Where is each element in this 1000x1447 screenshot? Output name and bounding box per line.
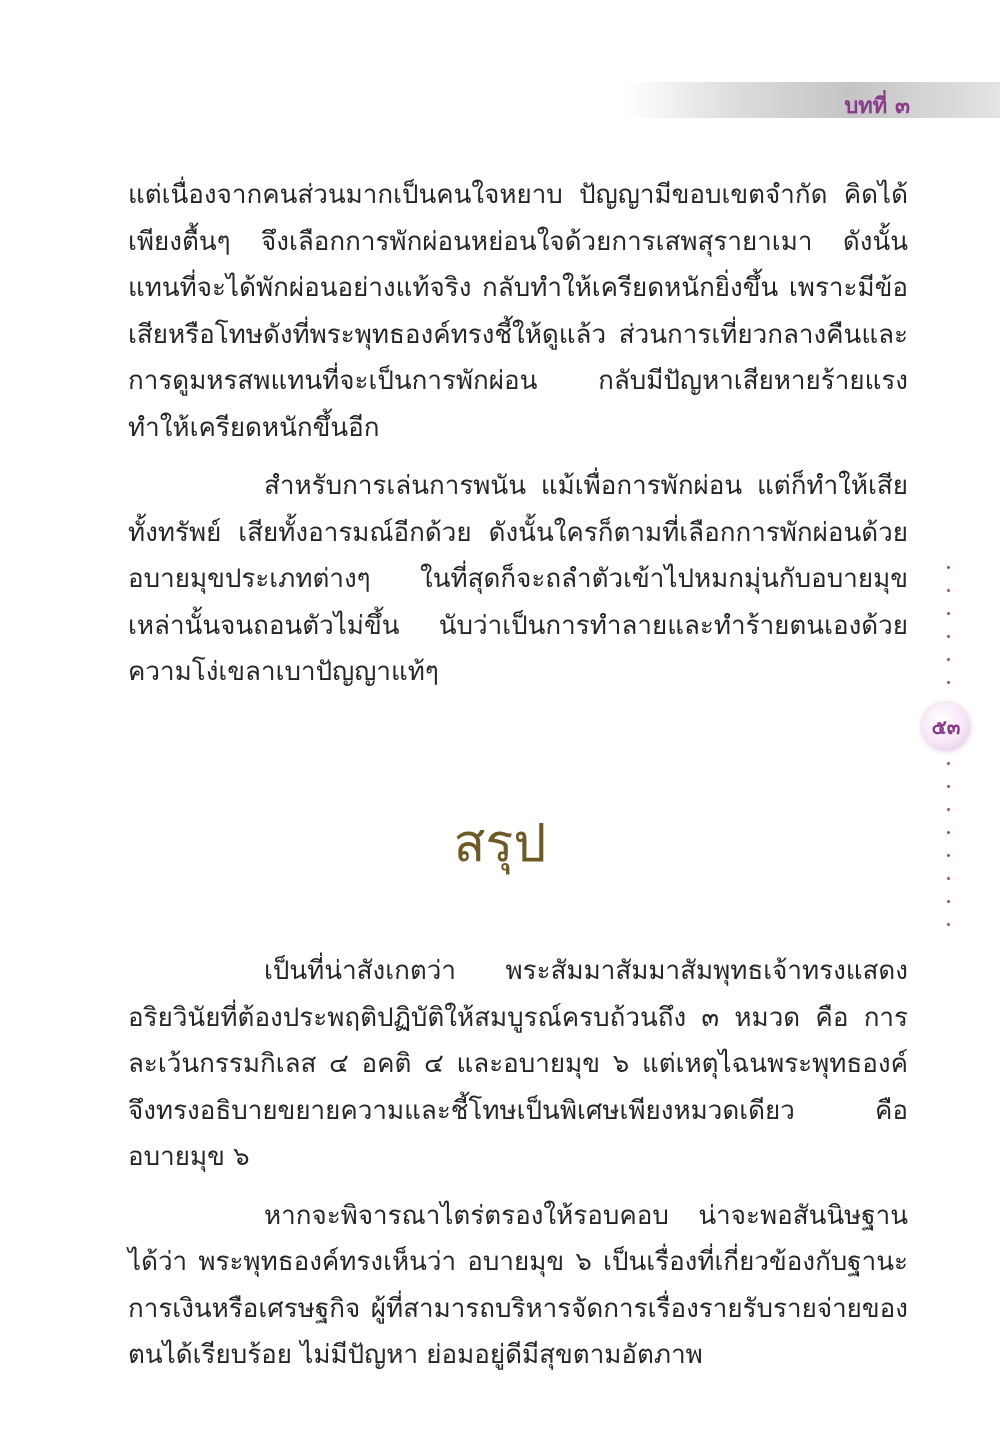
header-band: [625, 82, 1000, 118]
page-number-badge: ๕๓: [922, 703, 970, 751]
section-title: สรุป: [453, 814, 547, 874]
paragraph: หากจะพิจารณาไตร่ตรองให้รอบคอบ น่าจะพอสันนิษฐานได้ว่า พระพุทธองค์ทรงเห็นว่า อบายมุข ๖ เป็นเรื่องที่เกี่ยวข้องกับฐานะการเงินหรือเศรษฐกิจ ผู้ที่สามารถบริหารจัดการเรื่องรายรับรายจ่ายของตนได้เรียบร้อย ไม่มีปัญหา ย่อมอยู่ดีมีสุขตามอัตภาพ: [128, 1200, 908, 1370]
paragraph: เป็นที่น่าสังเกตว่า พระสัมมาสัมมาสัมพุทธเจ้าทรงแสดงอริยวินัยที่ต้องประพฤติปฏิบัติให้สมบูรณ์ครบถ้วนถึง ๓ หมวด คือ การละเว้นกรรมกิเลส ๔ อคติ ๔ และอบายมุข ๖ แต่เหตุไฉนพระพุทธองค์จึงทรงอธิบายขยายความและชี้โทษเป็นพิเศษเพียงหมวดเดียว คือ อบายมุข ๖: [128, 956, 908, 1172]
paragraph: สำหรับการเล่นการพนัน แม้เพื่อการพักผ่อน แต่ก็ทำให้เสียทั้งทรัพย์ เสียทั้งอารมณ์อีกด้วย ดังนั้นใครก็ตามที่เลือกการพักผ่อนด้วยอบายมุขประเภทต่างๆ ในที่สุดก็จะถลำตัวเข้าไปหมกมุ่นกับอบายมุขเหล่านั้นจนถอนตัวไม่ขึ้น นับว่าเป็นการทำลายและทำร้ายตนเองด้วยความโง่เขลาเบาปัญญาแท้ๆ: [128, 471, 908, 687]
body-text-top: [128, 172, 908, 708]
chapter-label: บทที่ ๓: [844, 94, 910, 119]
paragraph: แต่เนื่องจากคนส่วนมากเป็นคนใจหยาบ ปัญญามีขอบเขตจำกัด คิดได้เพียงตื้นๆ จึงเลือกการพักผ่อนหย่อนใจด้วยการเสพสุรายาเมา ดังนั้นแทนที่จะได้พักผ่อนอย่างแท้จริง กลับทำให้เครียดหนักยิ่งขึ้น เพราะมีข้อเสียหรือโทษดังที่พระพุทธองค์ทรงชี้ให้ดูแล้ว ส่วนการเที่ยวกลางคืนและการดูมหรสพแทนที่จะเป็นการพักผ่อน กลับมีปัญหาเสียหายร้ายแรงทำให้เครียดหนักขึ้นอีก: [128, 180, 908, 443]
page-edge-dots-upper: [944, 556, 952, 694]
body-text-bottom: [128, 948, 908, 1391]
